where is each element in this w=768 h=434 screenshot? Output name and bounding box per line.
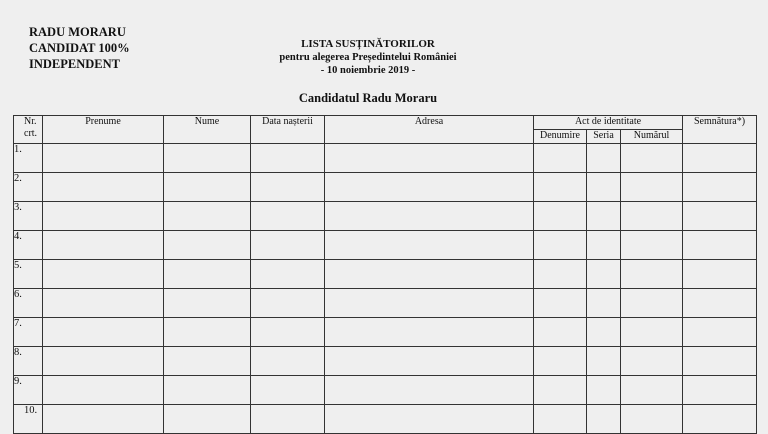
cell-denumire[interactable] — [534, 173, 587, 202]
cell-semnatura[interactable] — [683, 347, 757, 376]
cell-data-nasterii[interactable] — [251, 318, 325, 347]
cell-numarul[interactable] — [621, 231, 683, 260]
cell-adresa[interactable] — [325, 173, 534, 202]
cell-numarul[interactable] — [621, 289, 683, 318]
cell-adresa[interactable] — [325, 318, 534, 347]
header-prenume: Prenume — [43, 116, 164, 144]
header-data-nasterii: Data nașterii — [251, 116, 325, 144]
cell-semnatura[interactable] — [683, 202, 757, 231]
row-number: 1. — [14, 144, 43, 173]
cell-prenume[interactable] — [43, 289, 164, 318]
cell-prenume[interactable] — [43, 231, 164, 260]
table-row — [14, 405, 757, 434]
cell-denumire[interactable] — [534, 231, 587, 260]
cell-nume[interactable] — [164, 289, 251, 318]
cell-numarul[interactable] — [621, 405, 683, 434]
cell-semnatura[interactable] — [683, 231, 757, 260]
cell-denumire[interactable] — [534, 144, 587, 173]
cell-seria[interactable] — [587, 173, 621, 202]
cell-nume[interactable] — [164, 405, 251, 434]
table-header-row — [14, 116, 757, 130]
row-number: 5. — [14, 260, 43, 289]
cell-seria[interactable] — [587, 231, 621, 260]
cell-data-nasterii[interactable] — [251, 347, 325, 376]
cell-numarul[interactable] — [621, 347, 683, 376]
table-body — [14, 144, 757, 434]
table-row — [14, 144, 757, 173]
cell-nume[interactable] — [164, 376, 251, 405]
table-row — [14, 376, 757, 405]
cell-adresa[interactable] — [325, 376, 534, 405]
cell-seria[interactable] — [587, 318, 621, 347]
document-date: - 10 noiembrie 2019 - — [320, 65, 416, 76]
document-subtitle: pentru alegerea Președintelui României — [279, 52, 457, 63]
cell-prenume[interactable] — [43, 144, 164, 173]
cell-semnatura[interactable] — [683, 260, 757, 289]
cell-seria[interactable] — [587, 405, 621, 434]
cell-numarul[interactable] — [621, 260, 683, 289]
cell-seria[interactable] — [587, 376, 621, 405]
cell-prenume[interactable] — [43, 260, 164, 289]
table-row — [14, 231, 757, 260]
candidate-label: CANDIDAT 100% — [29, 41, 130, 55]
cell-semnatura[interactable] — [683, 376, 757, 405]
cell-nume[interactable] — [164, 231, 251, 260]
cell-data-nasterii[interactable] — [251, 202, 325, 231]
header-adresa: Adresa — [325, 116, 534, 144]
cell-semnatura[interactable] — [683, 405, 757, 434]
row-number: 10. — [14, 405, 43, 434]
cell-numarul[interactable] — [621, 376, 683, 405]
cell-prenume[interactable] — [43, 202, 164, 231]
cell-data-nasterii[interactable] — [251, 289, 325, 318]
row-number: 3. — [14, 202, 43, 231]
cell-adresa[interactable] — [325, 144, 534, 173]
cell-adresa[interactable] — [325, 347, 534, 376]
row-number: 8. — [14, 347, 43, 376]
cell-semnatura[interactable] — [683, 289, 757, 318]
header-nr: Nr. — [24, 116, 37, 127]
cell-semnatura[interactable] — [683, 318, 757, 347]
cell-denumire[interactable] — [534, 202, 587, 231]
header-seria: Seria — [587, 130, 621, 144]
cell-adresa[interactable] — [325, 260, 534, 289]
header-numarul: Numărul — [621, 130, 683, 144]
header-nr-crt — [14, 116, 43, 144]
cell-seria[interactable] — [587, 144, 621, 173]
cell-adresa[interactable] — [325, 231, 534, 260]
cell-adresa[interactable] — [325, 405, 534, 434]
table-row — [14, 318, 757, 347]
cell-data-nasterii[interactable] — [251, 144, 325, 173]
candidate-status: INDEPENDENT — [29, 57, 120, 71]
cell-seria[interactable] — [587, 260, 621, 289]
cell-data-nasterii[interactable] — [251, 376, 325, 405]
header-act-identitate: Act de identitate — [534, 116, 683, 130]
cell-adresa[interactable] — [325, 202, 534, 231]
cell-adresa[interactable] — [325, 289, 534, 318]
header-crt: crt. — [24, 128, 38, 139]
row-number: 2. — [14, 173, 43, 202]
cell-data-nasterii[interactable] — [251, 173, 325, 202]
supporters-table — [13, 115, 757, 434]
cell-numarul[interactable] — [621, 144, 683, 173]
cell-data-nasterii[interactable] — [251, 405, 325, 434]
cell-prenume[interactable] — [43, 318, 164, 347]
cell-data-nasterii[interactable] — [251, 260, 325, 289]
cell-nume[interactable] — [164, 318, 251, 347]
header-nume: Nume — [164, 116, 251, 144]
candidate-name: RADU MORARU — [29, 25, 126, 39]
row-number: 9. — [14, 376, 43, 405]
cell-denumire[interactable] — [534, 260, 587, 289]
cell-nume[interactable] — [164, 144, 251, 173]
cell-semnatura[interactable] — [683, 144, 757, 173]
cell-numarul[interactable] — [621, 173, 683, 202]
cell-prenume[interactable] — [43, 347, 164, 376]
candidate-line: Candidatul Radu Moraru — [298, 91, 438, 105]
cell-nume[interactable] — [164, 202, 251, 231]
cell-nume[interactable] — [164, 260, 251, 289]
table-row — [14, 173, 757, 202]
document-heading — [0, 38, 736, 77]
cell-seria[interactable] — [587, 289, 621, 318]
cell-numarul[interactable] — [621, 202, 683, 231]
cell-prenume[interactable] — [43, 173, 164, 202]
table-row — [14, 202, 757, 231]
row-number: 7. — [14, 318, 43, 347]
cell-seria[interactable] — [587, 347, 621, 376]
cell-nume[interactable] — [164, 347, 251, 376]
cell-semnatura[interactable] — [683, 173, 757, 202]
cell-seria[interactable] — [587, 202, 621, 231]
row-number: 4. — [14, 231, 43, 260]
cell-data-nasterii[interactable] — [251, 231, 325, 260]
row-number: 6. — [14, 289, 43, 318]
table-row — [14, 260, 757, 289]
table-row — [14, 347, 757, 376]
cell-denumire[interactable] — [534, 318, 587, 347]
cell-nume[interactable] — [164, 173, 251, 202]
table-row — [14, 289, 757, 318]
cell-prenume[interactable] — [43, 405, 164, 434]
cell-denumire[interactable] — [534, 289, 587, 318]
cell-denumire[interactable] — [534, 405, 587, 434]
cell-numarul[interactable] — [621, 318, 683, 347]
document-title: LISTA SUSȚINĂTORILOR — [301, 38, 435, 50]
header-semnatura: Semnătura*) — [683, 116, 757, 144]
cell-prenume[interactable] — [43, 376, 164, 405]
cell-denumire[interactable] — [534, 347, 587, 376]
header-denumire: Denumire — [534, 130, 587, 144]
cell-denumire[interactable] — [534, 376, 587, 405]
